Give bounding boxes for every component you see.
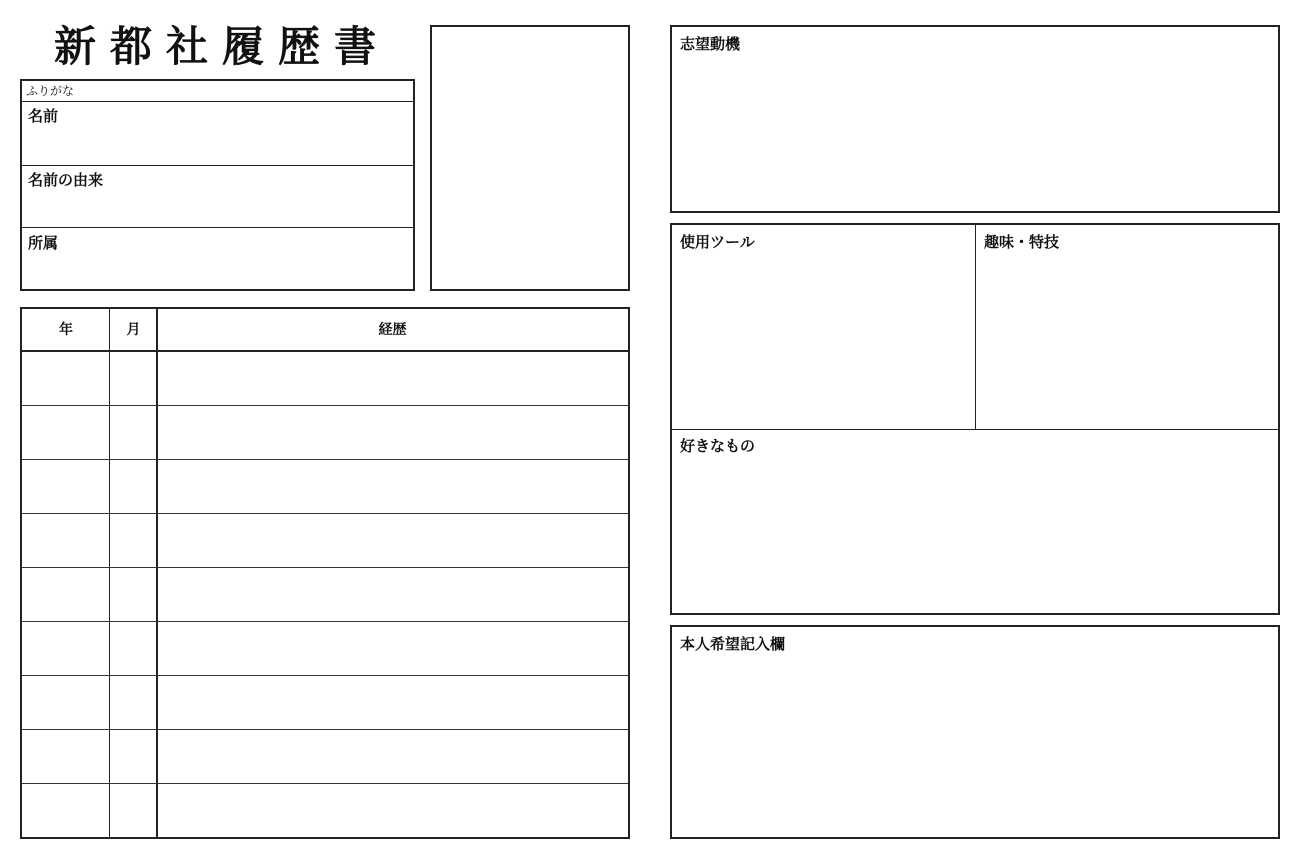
month-column-divider bbox=[156, 730, 158, 783]
motivation-label: 志望動機 bbox=[680, 35, 741, 53]
month-column-divider bbox=[156, 676, 158, 729]
name-divider bbox=[22, 165, 413, 166]
photo-box bbox=[430, 25, 630, 291]
year-cell[interactable] bbox=[22, 460, 110, 513]
year-cell[interactable] bbox=[22, 784, 110, 838]
table-row bbox=[22, 460, 628, 514]
year-column-divider bbox=[109, 514, 110, 567]
name-origin-divider bbox=[22, 227, 413, 228]
page-title: 新都社履歴書 bbox=[53, 22, 390, 71]
month-column-divider bbox=[156, 309, 158, 350]
year-cell[interactable] bbox=[22, 352, 110, 405]
year-cell[interactable] bbox=[22, 406, 110, 459]
month-cell[interactable] bbox=[110, 784, 157, 838]
year-column-divider bbox=[109, 676, 110, 729]
history-cell[interactable] bbox=[157, 730, 628, 783]
month-cell[interactable] bbox=[110, 676, 157, 729]
name-label: 名前 bbox=[28, 107, 59, 125]
furigana-divider bbox=[22, 101, 413, 102]
hobbies-label: 趣味・特技 bbox=[984, 233, 1060, 251]
history-cell[interactable] bbox=[157, 352, 628, 405]
motivation-box bbox=[670, 25, 1280, 213]
history-cell[interactable] bbox=[157, 676, 628, 729]
table-row bbox=[22, 406, 628, 460]
year-cell[interactable] bbox=[22, 730, 110, 783]
requests-box bbox=[670, 625, 1280, 839]
name-origin-label: 名前の由来 bbox=[28, 171, 104, 189]
history-table bbox=[20, 307, 630, 839]
history-cell[interactable] bbox=[157, 784, 628, 838]
month-column-divider bbox=[156, 460, 158, 513]
month-cell[interactable] bbox=[110, 460, 157, 513]
history-cell[interactable] bbox=[157, 568, 628, 621]
year-cell[interactable] bbox=[22, 622, 110, 675]
month-column-divider bbox=[156, 352, 158, 405]
month-column-divider bbox=[156, 406, 158, 459]
requests-label: 本人希望記入欄 bbox=[680, 635, 786, 653]
table-row bbox=[22, 676, 628, 730]
year-column-divider bbox=[109, 309, 110, 350]
year-column-divider bbox=[109, 352, 110, 405]
year-column-divider bbox=[109, 622, 110, 675]
table-row bbox=[22, 352, 628, 406]
year-column-divider bbox=[109, 784, 110, 838]
tools-hobbies-divider bbox=[975, 225, 976, 430]
furigana-label: ふりがな bbox=[26, 84, 75, 98]
history-cell[interactable] bbox=[157, 514, 628, 567]
history-header: 経歴 bbox=[378, 322, 407, 338]
year-cell[interactable] bbox=[22, 514, 110, 567]
table-row bbox=[22, 568, 628, 622]
table-row bbox=[22, 730, 628, 784]
year-header: 年 bbox=[59, 322, 73, 338]
month-cell[interactable] bbox=[110, 622, 157, 675]
month-column-divider bbox=[156, 622, 158, 675]
month-column-divider bbox=[156, 784, 158, 838]
table-row bbox=[22, 622, 628, 676]
year-column-divider bbox=[109, 568, 110, 621]
table-row bbox=[22, 514, 628, 568]
affiliation-label: 所属 bbox=[28, 234, 59, 252]
table-row bbox=[22, 784, 628, 838]
year-column-divider bbox=[109, 460, 110, 513]
year-column-divider bbox=[109, 730, 110, 783]
history-cell[interactable] bbox=[157, 406, 628, 459]
favorites-label: 好きなもの bbox=[680, 437, 756, 455]
profile-box bbox=[20, 79, 415, 291]
month-cell[interactable] bbox=[110, 406, 157, 459]
year-column-divider bbox=[109, 406, 110, 459]
month-cell[interactable] bbox=[110, 514, 157, 567]
month-cell[interactable] bbox=[110, 568, 157, 621]
history-cell[interactable] bbox=[157, 622, 628, 675]
month-header: 月 bbox=[126, 322, 141, 338]
month-cell[interactable] bbox=[110, 730, 157, 783]
month-cell[interactable] bbox=[110, 352, 157, 405]
year-cell[interactable] bbox=[22, 676, 110, 729]
history-cell[interactable] bbox=[157, 460, 628, 513]
history-table-header bbox=[22, 309, 628, 352]
tools-hobbies-favorites-box bbox=[670, 223, 1280, 615]
month-column-divider bbox=[156, 568, 158, 621]
tools-label: 使用ツール bbox=[680, 233, 755, 251]
year-cell[interactable] bbox=[22, 568, 110, 621]
month-column-divider bbox=[156, 514, 158, 567]
favorites-divider bbox=[672, 429, 1278, 430]
